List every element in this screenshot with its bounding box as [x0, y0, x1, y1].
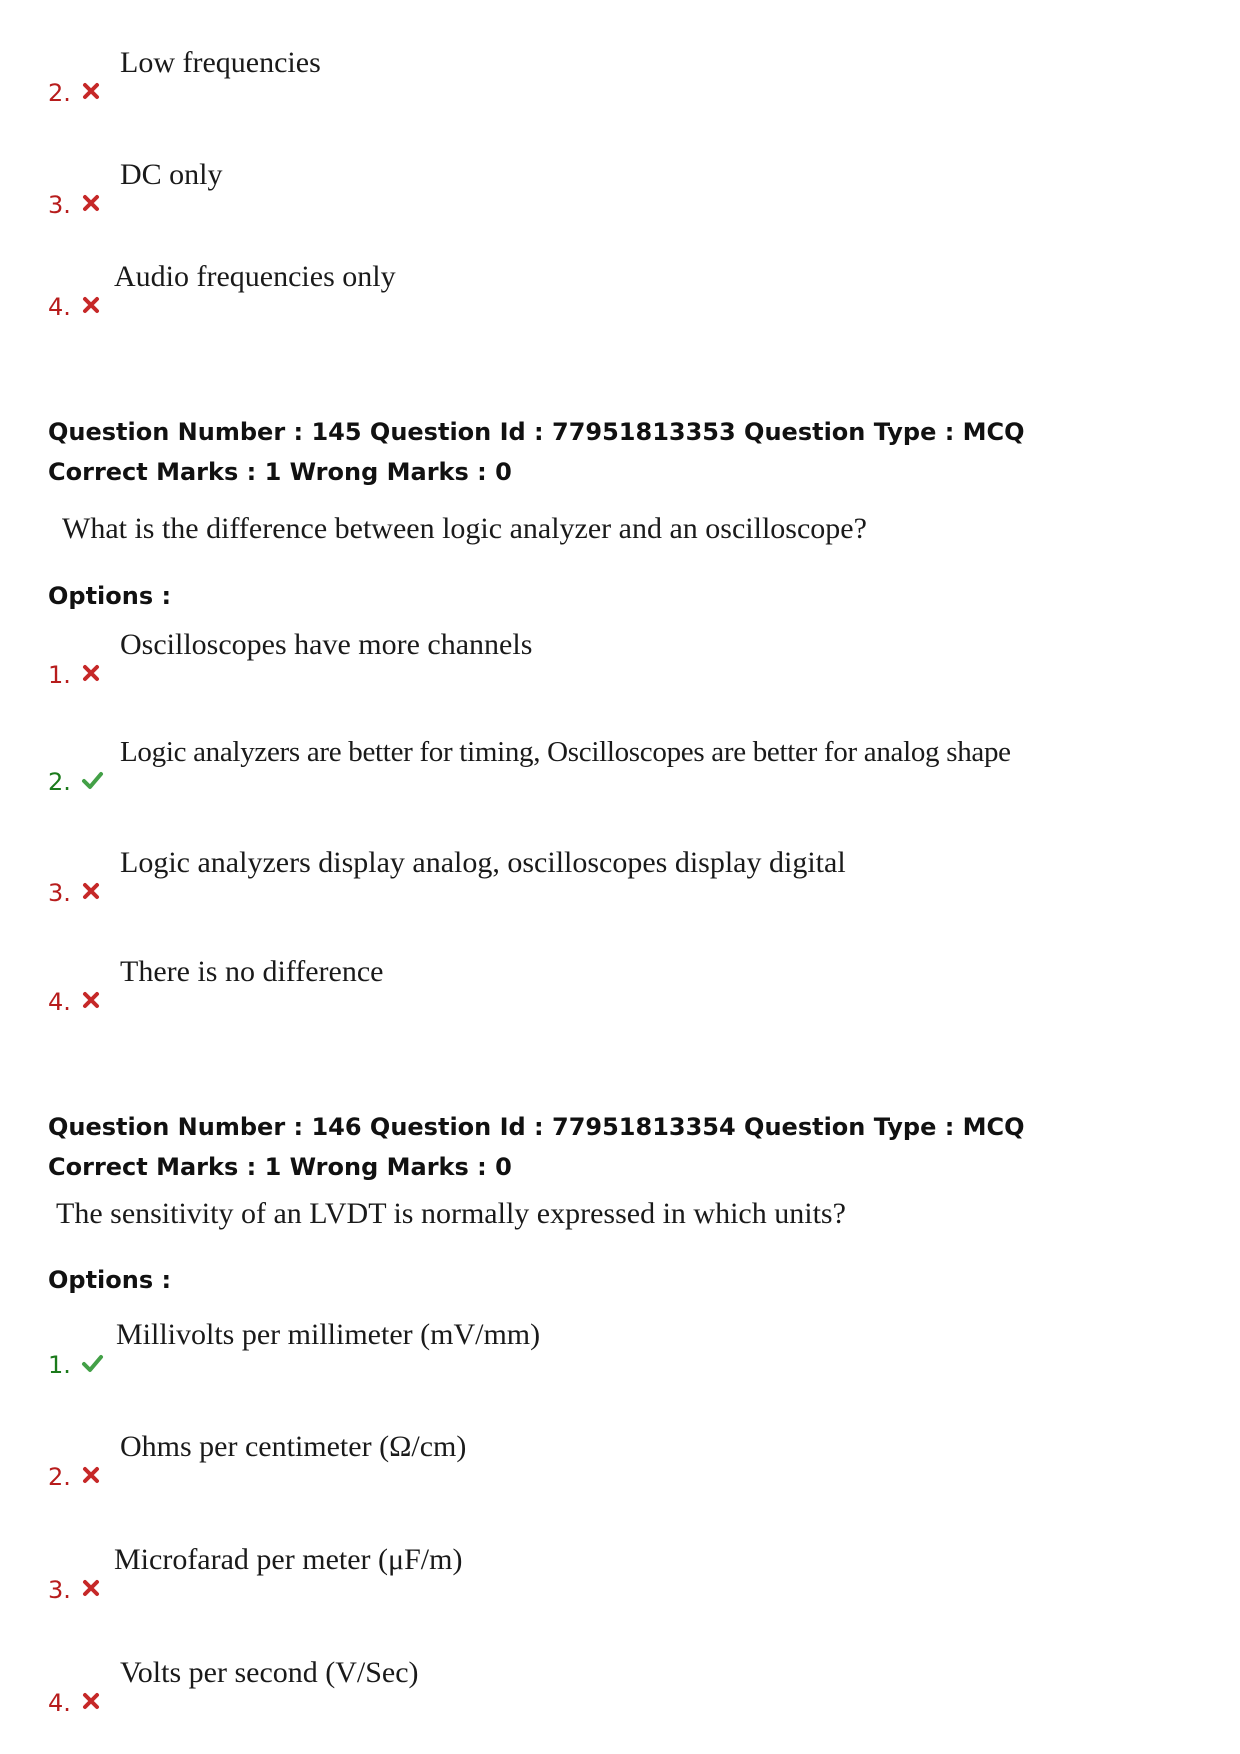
option-row — [0, 1656, 1240, 1716]
option-row — [0, 260, 1240, 320]
option-row — [0, 955, 1240, 1015]
option-row — [0, 846, 1240, 906]
option-number: 1. — [48, 661, 71, 689]
option-number: 1. — [48, 1351, 71, 1379]
cross-icon — [80, 192, 102, 214]
option-number: 3. — [48, 879, 71, 907]
question-marks: Correct Marks : 1 Wrong Marks : 0 — [48, 458, 512, 486]
option-row-correct — [0, 735, 1240, 795]
option-number: 4. — [48, 1689, 71, 1717]
cross-icon — [80, 294, 102, 316]
check-icon — [80, 1352, 104, 1374]
cross-icon — [80, 1690, 102, 1712]
option-text: Microfarad per meter (μF/m) — [114, 1543, 463, 1576]
question-text: The sensitivity of an LVDT is normally expressed in which units? — [56, 1197, 846, 1230]
cross-icon — [80, 662, 102, 684]
option-row — [0, 158, 1240, 218]
option-number: 3. — [48, 191, 71, 219]
option-text: Logic analyzers display analog, oscilloscopes display digital — [120, 846, 846, 879]
options-label: Options : — [48, 1266, 172, 1294]
option-text: Audio frequencies only — [114, 260, 396, 293]
cross-icon — [80, 80, 102, 102]
option-row — [0, 1430, 1240, 1490]
option-text: Low frequencies — [120, 46, 321, 79]
option-number: 4. — [48, 988, 71, 1016]
cross-icon — [80, 989, 102, 1011]
option-row — [0, 1543, 1240, 1603]
question-marks: Correct Marks : 1 Wrong Marks : 0 — [48, 1153, 512, 1181]
option-text: There is no difference — [120, 955, 384, 988]
option-text: Millivolts per millimeter (mV/mm) — [116, 1318, 541, 1351]
question-header: Question Number : 146 Question Id : 77951813354 Question Type : MCQ — [48, 1113, 1025, 1141]
option-text: DC only — [120, 158, 223, 191]
question-header: Question Number : 145 Question Id : 77951813353 Question Type : MCQ — [48, 418, 1025, 446]
option-row — [0, 628, 1240, 688]
check-icon — [80, 769, 104, 791]
option-row-correct — [0, 1318, 1240, 1378]
cross-icon — [80, 880, 102, 902]
option-text: Volts per second (V/Sec) — [120, 1656, 419, 1689]
option-number: 4. — [48, 293, 71, 321]
option-number: 2. — [48, 768, 71, 796]
option-number: 2. — [48, 79, 71, 107]
option-number: 3. — [48, 1576, 71, 1604]
question-text: What is the difference between logic analyzer and an oscilloscope? — [62, 512, 867, 545]
option-text: Ohms per centimeter (Ω/cm) — [120, 1430, 467, 1463]
option-text: Oscilloscopes have more channels — [120, 628, 533, 661]
option-row — [0, 46, 1240, 106]
cross-icon — [80, 1577, 102, 1599]
cross-icon — [80, 1464, 102, 1486]
option-text: Logic analyzers are better for timing, Oscilloscopes are better for analog shape — [120, 736, 1011, 768]
options-label: Options : — [48, 582, 172, 610]
option-number: 2. — [48, 1463, 71, 1491]
